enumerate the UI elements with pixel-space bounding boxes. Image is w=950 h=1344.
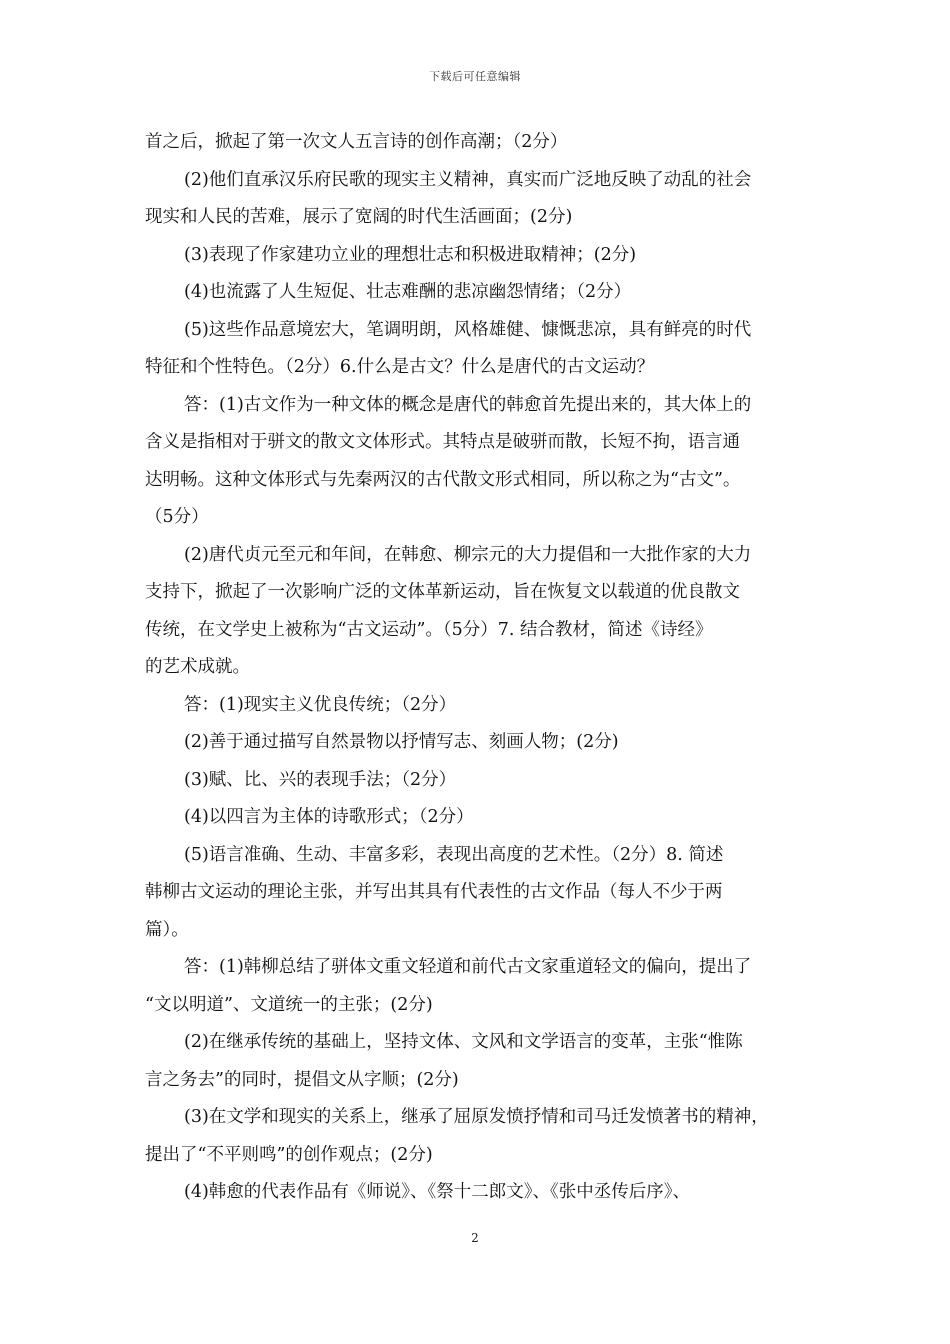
- text-line: 答：(1)古文作为一种文体的概念是唐代的韩愈首先提出来的，其大体上的: [184, 394, 752, 415]
- text-line: 支持下，掀起了一次影响广泛的文体革新运动，旨在恢复文以载道的优良散文: [145, 582, 740, 602]
- text-line: 含义是指相对于骈文的散文文体形式。其特点是破骈而散，长短不拘，语言通: [145, 432, 740, 452]
- text-line: (3)在文学和现实的关系上，继承了屈原发愤抒情和司马迁发愤著书的精神，: [184, 1107, 769, 1127]
- text-line: 的艺术成就。: [145, 657, 250, 677]
- text-line: (4)也流露了人生短促、壮志难酬的悲凉幽怨情绪；（2分）: [184, 282, 632, 302]
- text-line: 韩柳古文运动的理论主张，并写出其具有代表性的古文作品（每人不少于两: [145, 882, 723, 902]
- page-header: 下载后可任意编辑: [429, 70, 521, 83]
- text-line: 答：(1)韩柳总结了骈体文重文轻道和前代古文家重道轻文的偏向，提出了: [184, 957, 752, 977]
- text-line: (4)韩愈的代表作品有《师说》、《祭十二郎文》、《张中丞传后序》、: [184, 1182, 691, 1202]
- text-line: 提出了“不平则鸣”的创作观点；(2分): [145, 1144, 433, 1165]
- text-line: 言之务去”的同时，提倡文从字顺；(2分): [145, 1069, 459, 1090]
- text-line: (2)善于通过描写自然景物以抒情写志、刻画人物；(2分): [184, 732, 619, 752]
- document-body: [145, 124, 817, 1212]
- text-line: (4)以四言为主体的诗歌形式；（2分）: [184, 807, 474, 827]
- text-line: 首之后，掀起了第一次文人五言诗的创作高潮；（2分）: [145, 132, 568, 152]
- page-number: 2: [471, 1231, 479, 1245]
- text-line: 达明畅。这种文体形式与先秦两汉的古代散文形式相同，所以称之为“古文”。: [145, 469, 741, 490]
- text-line: “文以明道”、文道统一的主张；(2分): [145, 994, 433, 1015]
- text-line: (3)赋、比、兴的表现手法；（2分）: [184, 769, 457, 790]
- text-line: (3)表现了作家建功立业的理想壮志和积极进取精神；(2分): [184, 244, 637, 265]
- text-line: (5)语言准确、生动、丰富多彩，表现出高度的艺术性。（2分）8. 简述: [184, 844, 724, 865]
- text-line: （5分）: [145, 507, 209, 527]
- text-line: (2)唐代贞元至元和年间，在韩愈、柳宗元的大力提倡和一大批作家的大力: [184, 544, 752, 565]
- text-line: 特征和个性特色。（2分）6.什么是古文？什么是唐代的古文运动？: [145, 357, 655, 377]
- text-line: 现实和人民的苦难，展示了宽阔的时代生活画面；(2分): [145, 207, 573, 227]
- text-line: 传统，在文学史上被称为“古文运动”。（5分）7. 结合教材，简述《诗经》: [145, 619, 713, 640]
- text-line: (5)这些作品意境宏大，笔调明朗，风格雄健、慷慨悲凉，具有鲜亮的时代: [184, 319, 752, 340]
- text-line: (2)他们直承汉乐府民歌的现实主义精神，真实而广泛地反映了动乱的社会: [184, 169, 752, 190]
- text-line: (2)在继承传统的基础上，坚持文体、文风和文学语言的变革，主张“惟陈: [184, 1032, 743, 1052]
- text-line: 篇）。: [145, 919, 189, 940]
- text-line: 答：(1)现实主义优良传统；（2分）: [184, 694, 457, 715]
